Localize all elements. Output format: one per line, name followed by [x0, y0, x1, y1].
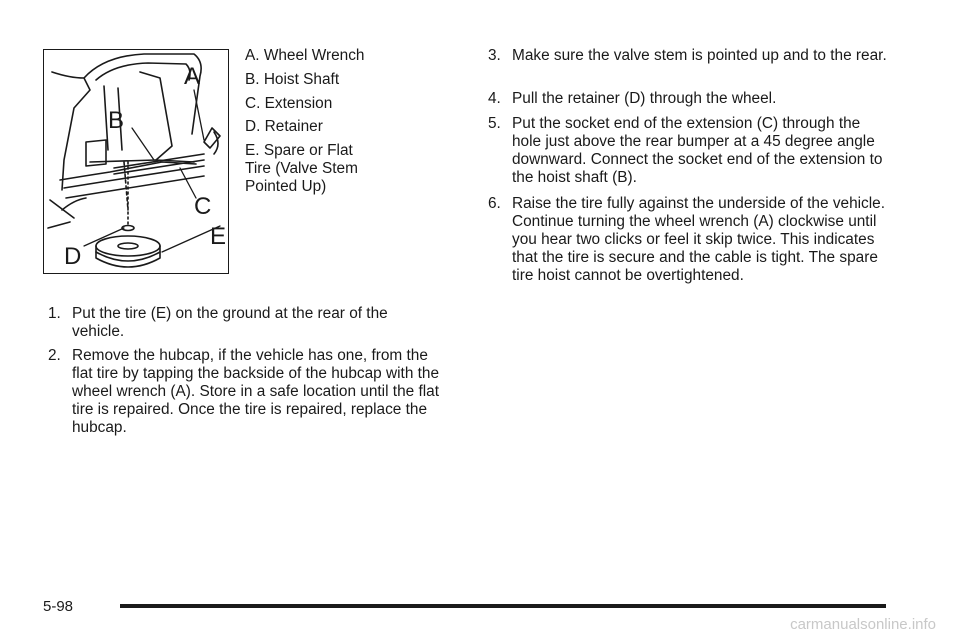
step-text: Pull the retainer (D) through the wheel. [512, 90, 777, 107]
callout-d: D [64, 243, 82, 270]
legend-item-a: A. Wheel Wrench [245, 47, 365, 64]
bumper-bottom [66, 176, 204, 198]
step-number: 6. [488, 195, 501, 212]
legend-item-d: D. Retainer [245, 118, 323, 135]
legend-item-b: B. Hoist Shaft [245, 71, 340, 88]
step-number: 4. [488, 90, 501, 107]
callout-b: B [108, 107, 125, 134]
step-3 [488, 47, 888, 65]
spare-tire-top [96, 236, 160, 256]
step-text: Put the socket end of the extension (C) through the hole just above the rear bumper at a 45 degree angle downward. Connect the socket end of the extension to the hoist shaft (B). [512, 115, 883, 186]
underbody [62, 198, 86, 210]
leader-a [194, 90, 204, 140]
legend-item-c: C. Extension [245, 95, 333, 112]
page-number: 5-98 [43, 598, 74, 615]
step-5 [488, 115, 888, 187]
footer-divider [120, 604, 886, 608]
step-6 [488, 195, 888, 285]
callout-a: A [184, 63, 201, 90]
callout-c: C [194, 193, 212, 220]
step-text: Remove the hubcap, if the vehicle has one, from the flat tire by tapping the backside of the hubcap with the wheel wrench (A). Store in a safe location until the flat tire is repaired. Once the tire is repaired, replace the hubcap. [72, 347, 440, 436]
step-4 [488, 90, 888, 108]
step-2 [48, 347, 443, 437]
illustration-drawing [44, 50, 227, 272]
leader-b [132, 128, 154, 160]
step-text: Put the tire (E) on the ground at the rear of the vehicle. [72, 305, 388, 340]
step-number: 5. [488, 115, 501, 132]
watermark: carmanualsonline.info [790, 616, 936, 633]
step-1 [48, 305, 443, 341]
callout-e: E [210, 223, 227, 250]
step-number: 2. [48, 347, 61, 364]
step-number: 1. [48, 305, 61, 322]
spare-tire-hub [118, 243, 138, 249]
step-text: Raise the tire fully against the underside of the vehicle. Continue turning the wheel wrench (A) clockwise until you hear two clicks or feel it skip twice. This indicates that the tire is secure and the cable is tight. The spare tire hoist cannot be overtightened. [512, 195, 886, 284]
liftgate-inner [96, 63, 190, 80]
step-number: 3. [488, 47, 501, 64]
step-text: Make sure the valve stem is pointed up and to the rear. [512, 47, 887, 64]
bumper-top [64, 166, 204, 188]
body-side [52, 72, 90, 190]
legend-item-e: E. Spare or Flat Tire (Valve Stem Pointed Up) [245, 142, 358, 195]
spare-tire-hoist-illustration [43, 49, 229, 274]
